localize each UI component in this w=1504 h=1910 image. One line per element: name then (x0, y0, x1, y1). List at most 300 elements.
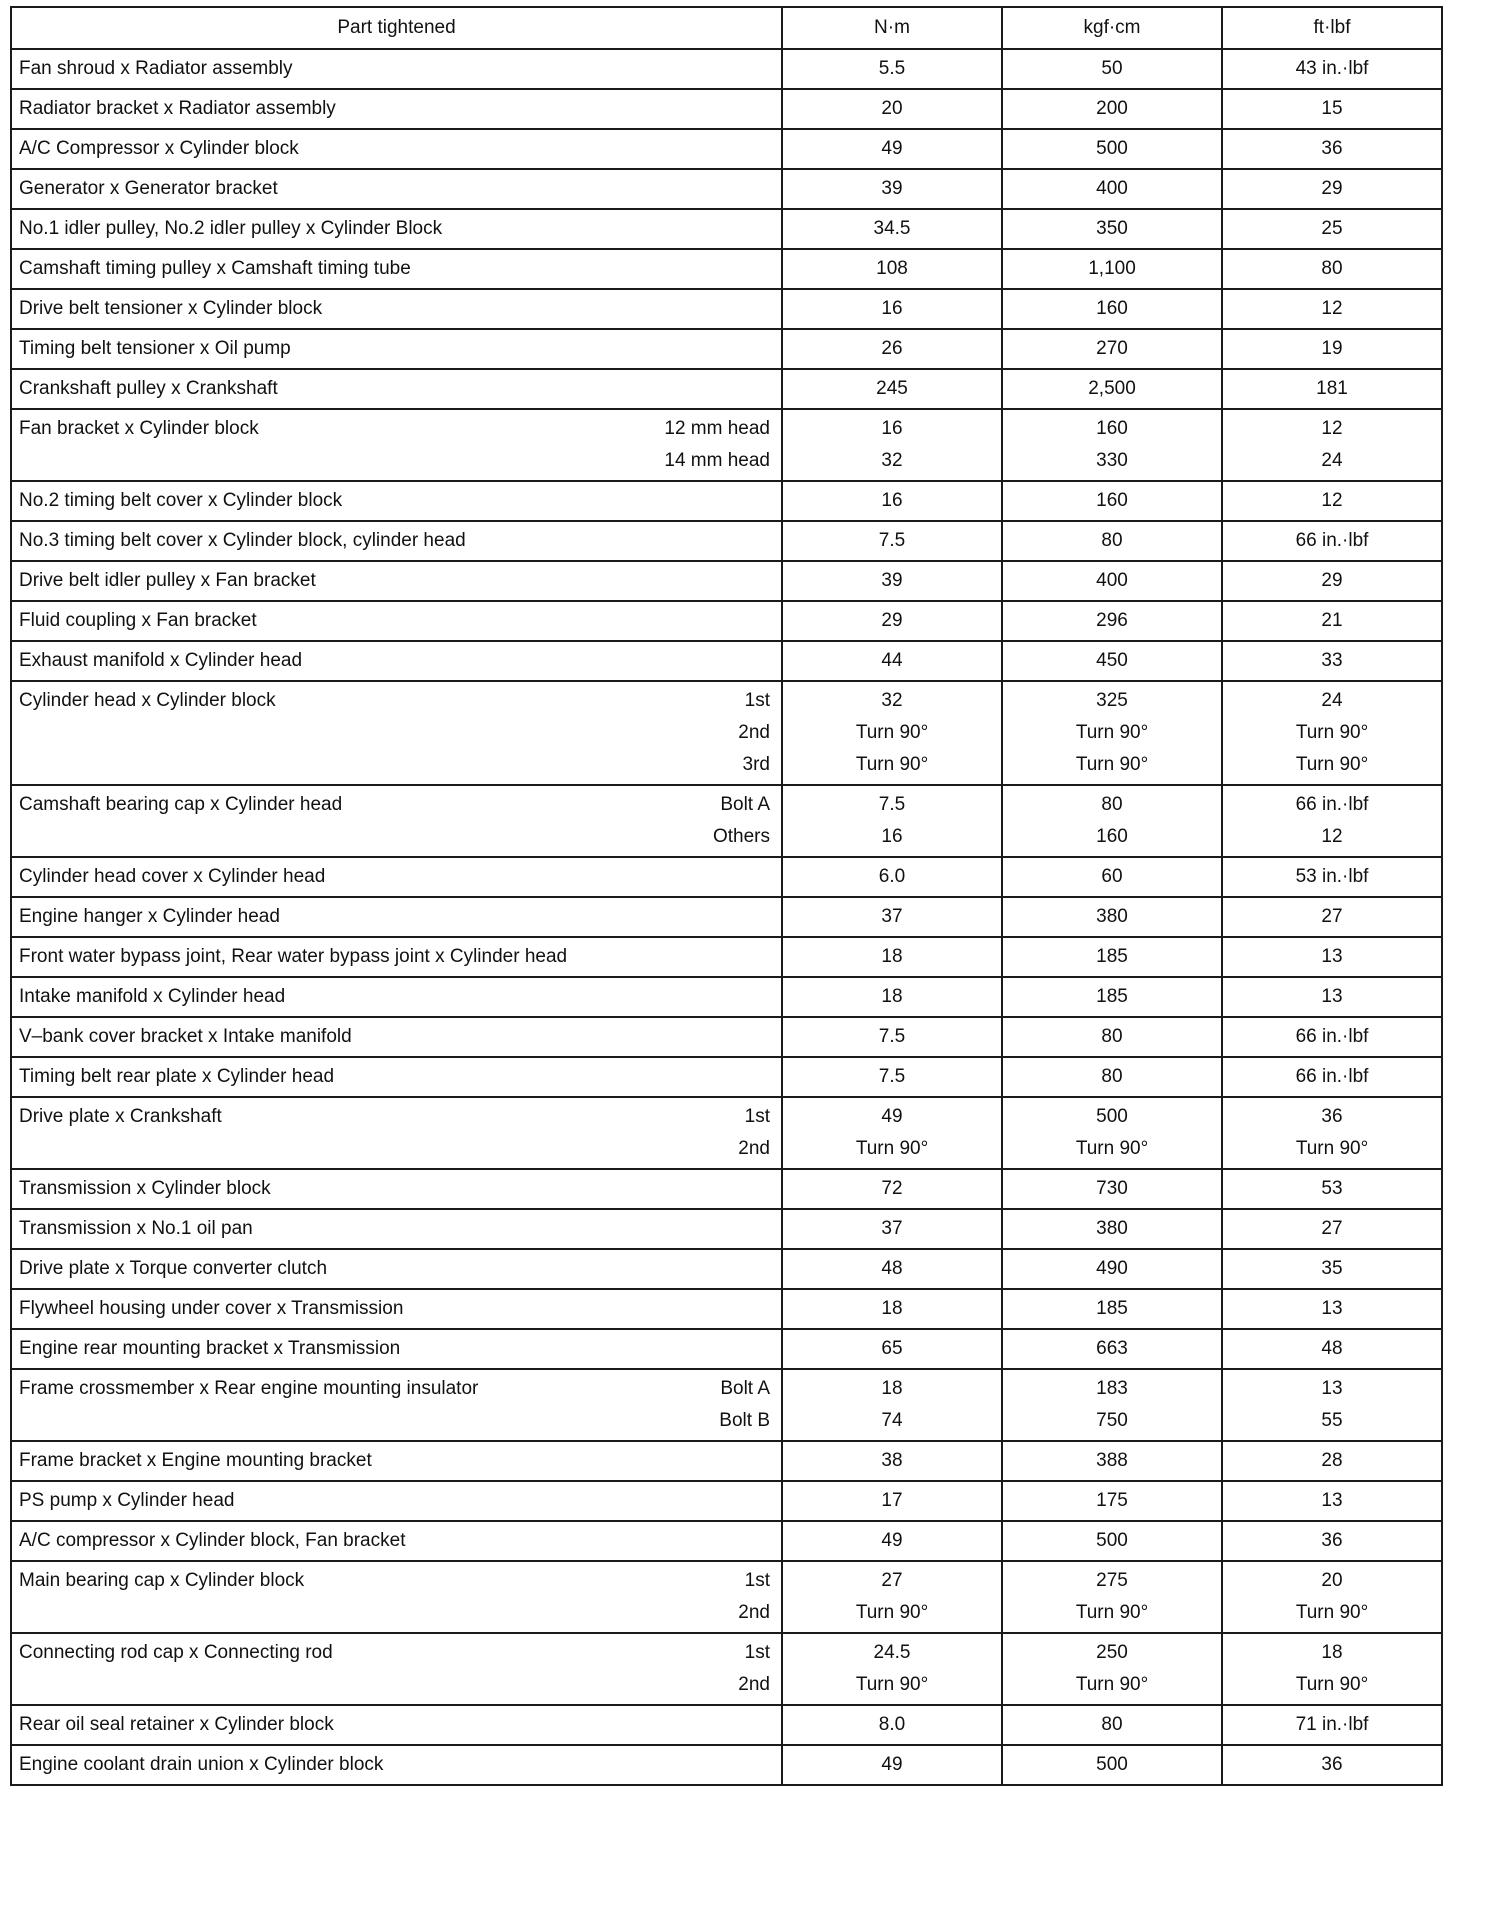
nm-value: Turn 90° (855, 1138, 929, 1159)
part-cell (11, 977, 782, 1017)
kgf-cm-value-cell (1002, 561, 1222, 601)
kgf-cm-value: 275 (1096, 1570, 1128, 1591)
header-kgf-cm: kgf·cm (1002, 7, 1222, 49)
kgf-cm-value: 175 (1096, 1490, 1128, 1511)
nm-value: 49 (881, 1530, 903, 1551)
part-name: Flywheel housing under cover x Transmission (19, 1298, 404, 1319)
part-cell (11, 289, 782, 329)
table-row (11, 129, 1442, 169)
header-part-tightened: Part tightened (11, 7, 782, 49)
ft-lbf-value: 27 (1321, 906, 1343, 927)
step-qualifier: 14 mm head (664, 450, 770, 471)
ft-lbf-value: 35 (1321, 1258, 1343, 1279)
nm-value: 49 (881, 1106, 903, 1127)
kgf-cm-value-cell (1002, 1057, 1222, 1097)
part-cell (11, 1705, 782, 1745)
part-cell (11, 1289, 782, 1329)
ft-lbf-value-cell (1222, 1017, 1442, 1057)
ft-lbf-value-cell (1222, 857, 1442, 897)
table-row (11, 1017, 1442, 1057)
ft-lbf-value-cell (1222, 937, 1442, 977)
kgf-cm-value: 296 (1096, 610, 1128, 631)
ft-lbf-value-cell (1222, 561, 1442, 601)
kgf-cm-value: 183 (1096, 1378, 1128, 1399)
kgf-cm-value: 325 (1096, 690, 1128, 711)
part-name: No.3 timing belt cover x Cylinder block, cylinder head (19, 530, 466, 551)
table-row (11, 481, 1442, 521)
kgf-cm-value: 160 (1096, 826, 1128, 847)
kgf-cm-value: 185 (1096, 946, 1128, 967)
nm-value-cell (782, 89, 1002, 129)
ft-lbf-value: 66 in.·lbf (1295, 1026, 1369, 1047)
ft-lbf-value: 20 (1321, 1570, 1343, 1591)
ft-lbf-value: Turn 90° (1295, 1674, 1369, 1695)
kgf-cm-value-cell (1002, 1169, 1222, 1209)
nm-value: 37 (881, 1218, 903, 1239)
part-cell (11, 601, 782, 641)
kgf-cm-value-cell (1002, 89, 1222, 129)
nm-value-cell (782, 289, 1002, 329)
part-name: Radiator bracket x Radiator assembly (19, 98, 336, 119)
nm-value-cell (782, 1057, 1002, 1097)
nm-value: 16 (881, 490, 903, 511)
ft-lbf-value: 12 (1321, 826, 1343, 847)
ft-lbf-value-cell (1222, 89, 1442, 129)
table-row (11, 1521, 1442, 1561)
table-row (11, 409, 1442, 481)
kgf-cm-value: 80 (1101, 1066, 1123, 1087)
kgf-cm-value-cell (1002, 1481, 1222, 1521)
ft-lbf-value: 66 in.·lbf (1295, 1066, 1369, 1087)
ft-lbf-value-cell (1222, 1057, 1442, 1097)
ft-lbf-value: 12 (1321, 298, 1343, 319)
part-cell (11, 1057, 782, 1097)
table-row (11, 1745, 1442, 1785)
ft-lbf-value-cell (1222, 1481, 1442, 1521)
part-cell (11, 1017, 782, 1057)
step-qualifier: 1st (744, 690, 770, 711)
table-row (11, 785, 1442, 857)
ft-lbf-value: 43 in.·lbf (1295, 58, 1369, 79)
nm-value: 27 (881, 1570, 903, 1591)
table-row (11, 1057, 1442, 1097)
table-row (11, 289, 1442, 329)
kgf-cm-value-cell (1002, 977, 1222, 1017)
nm-value: 8.0 (878, 1714, 906, 1735)
kgf-cm-value-cell (1002, 601, 1222, 641)
table-row (11, 641, 1442, 681)
part-cell (11, 1369, 782, 1441)
nm-value-cell (782, 1561, 1002, 1633)
ft-lbf-value-cell (1222, 1169, 1442, 1209)
nm-value-cell (782, 1521, 1002, 1561)
part-cell (11, 1209, 782, 1249)
kgf-cm-value: 2,500 (1088, 378, 1136, 399)
nm-value-cell (782, 409, 1002, 481)
ft-lbf-value-cell (1222, 1249, 1442, 1289)
nm-value-cell (782, 1017, 1002, 1057)
kgf-cm-value-cell (1002, 1369, 1222, 1441)
table-row (11, 601, 1442, 641)
nm-value: Turn 90° (855, 1602, 929, 1623)
ft-lbf-value-cell (1222, 481, 1442, 521)
part-name: Camshaft timing pulley x Camshaft timing tube (19, 258, 411, 279)
kgf-cm-value: 730 (1096, 1178, 1128, 1199)
nm-value: 32 (881, 450, 903, 471)
ft-lbf-value: 25 (1321, 218, 1343, 239)
part-name: Drive plate x Torque converter clutch (19, 1258, 328, 1279)
nm-value-cell (782, 641, 1002, 681)
header-ft-lbf: ft·lbf (1222, 7, 1442, 49)
step-qualifier: 2nd (738, 1602, 770, 1623)
nm-value-cell (782, 209, 1002, 249)
table-row (11, 1329, 1442, 1369)
part-name: Fan shroud x Radiator assembly (19, 58, 293, 79)
part-name: PS pump x Cylinder head (19, 1490, 235, 1511)
ft-lbf-value-cell (1222, 641, 1442, 681)
kgf-cm-value-cell (1002, 641, 1222, 681)
table-row (11, 1561, 1442, 1633)
header-newton-meter: N·m (782, 7, 1002, 49)
part-cell (11, 1521, 782, 1561)
nm-value: 65 (881, 1338, 903, 1359)
step-qualifiers (713, 789, 770, 853)
part-name: A/C compressor x Cylinder block, Fan bracket (19, 1530, 406, 1551)
nm-value-cell (782, 1329, 1002, 1369)
part-cell (11, 1745, 782, 1785)
ft-lbf-value: 13 (1321, 986, 1343, 1007)
ft-lbf-value-cell (1222, 289, 1442, 329)
part-name: Connecting rod cap x Connecting rod (19, 1642, 333, 1663)
table-row (11, 209, 1442, 249)
kgf-cm-value: 200 (1096, 98, 1128, 119)
table-row (11, 169, 1442, 209)
ft-lbf-value: 28 (1321, 1450, 1343, 1471)
nm-value: 6.0 (878, 866, 906, 887)
part-name: Frame bracket x Engine mounting bracket (19, 1450, 372, 1471)
ft-lbf-value: 13 (1321, 1298, 1343, 1319)
kgf-cm-value-cell (1002, 209, 1222, 249)
table-row (11, 977, 1442, 1017)
nm-value-cell (782, 977, 1002, 1017)
kgf-cm-value: 400 (1096, 570, 1128, 591)
part-name: Engine coolant drain union x Cylinder block (19, 1754, 384, 1775)
kgf-cm-value-cell (1002, 1289, 1222, 1329)
nm-value-cell (782, 1289, 1002, 1329)
ft-lbf-value-cell (1222, 1209, 1442, 1249)
kgf-cm-value-cell (1002, 1249, 1222, 1289)
nm-value: 108 (876, 258, 908, 279)
part-cell (11, 937, 782, 977)
kgf-cm-value: Turn 90° (1075, 1602, 1149, 1623)
step-qualifier: 1st (744, 1570, 770, 1591)
part-name: A/C Compressor x Cylinder block (19, 138, 299, 159)
kgf-cm-value-cell (1002, 897, 1222, 937)
nm-value-cell (782, 249, 1002, 289)
kgf-cm-value-cell (1002, 1329, 1222, 1369)
ft-lbf-value-cell (1222, 369, 1442, 409)
kgf-cm-value: 380 (1096, 1218, 1128, 1239)
ft-lbf-value-cell (1222, 249, 1442, 289)
part-name: Cylinder head x Cylinder block (19, 690, 276, 711)
ft-lbf-value: 71 in.·lbf (1295, 1714, 1369, 1735)
part-cell (11, 49, 782, 89)
ft-lbf-value-cell (1222, 1329, 1442, 1369)
nm-value: 29 (881, 610, 903, 631)
ft-lbf-value-cell (1222, 129, 1442, 169)
ft-lbf-value: 13 (1321, 1378, 1343, 1399)
ft-lbf-value: Turn 90° (1295, 754, 1369, 775)
nm-value: 7.5 (878, 1026, 906, 1047)
part-cell (11, 1561, 782, 1633)
nm-value: Turn 90° (855, 722, 929, 743)
nm-value: 37 (881, 906, 903, 927)
part-name: Crankshaft pulley x Crankshaft (19, 378, 278, 399)
table-row (11, 249, 1442, 289)
nm-value: 48 (881, 1258, 903, 1279)
table-row (11, 521, 1442, 561)
part-cell (11, 1097, 782, 1169)
table-row (11, 561, 1442, 601)
kgf-cm-value-cell (1002, 937, 1222, 977)
step-qualifier: 2nd (738, 1674, 770, 1695)
step-qualifiers (738, 1565, 770, 1629)
nm-value: 18 (881, 986, 903, 1007)
part-name: V–bank cover bracket x Intake manifold (19, 1026, 352, 1047)
nm-value-cell (782, 329, 1002, 369)
nm-value: 74 (881, 1410, 903, 1431)
part-name: Rear oil seal retainer x Cylinder block (19, 1714, 334, 1735)
ft-lbf-value-cell (1222, 49, 1442, 89)
part-cell (11, 785, 782, 857)
step-qualifiers (738, 1101, 770, 1165)
ft-lbf-value: Turn 90° (1295, 722, 1369, 743)
kgf-cm-value: 750 (1096, 1410, 1128, 1431)
kgf-cm-value: 50 (1101, 58, 1123, 79)
nm-value: 24.5 (873, 1642, 911, 1663)
step-qualifier: Bolt A (720, 794, 770, 815)
kgf-cm-value-cell (1002, 681, 1222, 785)
nm-value: 16 (881, 826, 903, 847)
kgf-cm-value: 500 (1096, 1106, 1128, 1127)
step-qualifier: 2nd (738, 1138, 770, 1159)
nm-value: 245 (876, 378, 908, 399)
table-row (11, 1369, 1442, 1441)
kgf-cm-value: 250 (1096, 1642, 1128, 1663)
ft-lbf-value: Turn 90° (1295, 1602, 1369, 1623)
kgf-cm-value-cell (1002, 521, 1222, 561)
ft-lbf-value: 13 (1321, 1490, 1343, 1511)
kgf-cm-value-cell (1002, 129, 1222, 169)
part-name: Fluid coupling x Fan bracket (19, 610, 257, 631)
nm-value-cell (782, 601, 1002, 641)
torque-spec-table (10, 6, 1443, 1786)
ft-lbf-value-cell (1222, 1441, 1442, 1481)
ft-lbf-value: 80 (1321, 258, 1343, 279)
part-cell (11, 329, 782, 369)
nm-value: 34.5 (873, 218, 911, 239)
table-row (11, 329, 1442, 369)
nm-value: 39 (881, 570, 903, 591)
kgf-cm-value-cell (1002, 1705, 1222, 1745)
kgf-cm-value: 400 (1096, 178, 1128, 199)
nm-value-cell (782, 1745, 1002, 1785)
kgf-cm-value: Turn 90° (1075, 1138, 1149, 1159)
part-cell (11, 1481, 782, 1521)
step-qualifier: Others (712, 826, 770, 847)
nm-value-cell (782, 857, 1002, 897)
ft-lbf-value: 19 (1321, 338, 1343, 359)
kgf-cm-value: 160 (1096, 418, 1128, 439)
nm-value-cell (782, 369, 1002, 409)
step-qualifier: 3rd (742, 754, 770, 775)
nm-value-cell (782, 129, 1002, 169)
nm-value: 18 (881, 1378, 903, 1399)
step-qualifier: 2nd (738, 722, 770, 743)
nm-value: 49 (881, 1754, 903, 1775)
nm-value: 39 (881, 178, 903, 199)
kgf-cm-value: 270 (1096, 338, 1128, 359)
ft-lbf-value: 12 (1321, 418, 1343, 439)
ft-lbf-value-cell (1222, 1561, 1442, 1633)
nm-value-cell (782, 937, 1002, 977)
nm-value-cell (782, 1209, 1002, 1249)
part-name: Generator x Generator bracket (19, 178, 278, 199)
nm-value-cell (782, 1705, 1002, 1745)
nm-value-cell (782, 1633, 1002, 1705)
ft-lbf-value: 24 (1321, 690, 1343, 711)
table-row (11, 1169, 1442, 1209)
ft-lbf-value-cell (1222, 1633, 1442, 1705)
kgf-cm-value: 80 (1101, 1026, 1123, 1047)
kgf-cm-value: 60 (1101, 866, 1123, 887)
kgf-cm-value: 450 (1096, 650, 1128, 671)
nm-value: 7.5 (878, 794, 906, 815)
nm-value-cell (782, 49, 1002, 89)
kgf-cm-value-cell (1002, 785, 1222, 857)
step-qualifier: 12 mm head (664, 418, 770, 439)
ft-lbf-value: 36 (1321, 138, 1343, 159)
table-row (11, 1705, 1442, 1745)
ft-lbf-value-cell (1222, 1521, 1442, 1561)
table-row (11, 1481, 1442, 1521)
ft-lbf-value-cell (1222, 681, 1442, 785)
nm-value: 7.5 (878, 1066, 906, 1087)
kgf-cm-value: Turn 90° (1075, 722, 1149, 743)
ft-lbf-value-cell (1222, 1745, 1442, 1785)
ft-lbf-value: 48 (1321, 1338, 1343, 1359)
part-name: No.2 timing belt cover x Cylinder block (19, 490, 343, 511)
nm-value: 26 (881, 338, 903, 359)
ft-lbf-value-cell (1222, 601, 1442, 641)
ft-lbf-value: 29 (1321, 178, 1343, 199)
ft-lbf-value: 15 (1321, 98, 1343, 119)
part-name: Exhaust manifold x Cylinder head (19, 650, 303, 671)
part-name: Camshaft bearing cap x Cylinder head (19, 794, 343, 815)
nm-value: 38 (881, 1450, 903, 1471)
kgf-cm-value: 185 (1096, 986, 1128, 1007)
part-cell (11, 521, 782, 561)
nm-value: 18 (881, 1298, 903, 1319)
kgf-cm-value: 80 (1101, 1714, 1123, 1735)
header-row (11, 7, 1442, 49)
part-cell (11, 481, 782, 521)
kgf-cm-value: 500 (1096, 1530, 1128, 1551)
ft-lbf-value: 55 (1321, 1410, 1343, 1431)
ft-lbf-value: 36 (1321, 1106, 1343, 1127)
kgf-cm-value: 330 (1096, 450, 1128, 471)
kgf-cm-value: Turn 90° (1075, 754, 1149, 775)
nm-value-cell (782, 1249, 1002, 1289)
kgf-cm-value-cell (1002, 1017, 1222, 1057)
nm-value: 17 (881, 1490, 903, 1511)
table-row (11, 89, 1442, 129)
ft-lbf-value-cell (1222, 1369, 1442, 1441)
part-name: Drive plate x Crankshaft (19, 1106, 222, 1127)
part-cell (11, 561, 782, 601)
step-qualifiers (738, 1637, 770, 1701)
kgf-cm-value-cell (1002, 369, 1222, 409)
part-name: Timing belt tensioner x Oil pump (19, 338, 291, 359)
kgf-cm-value-cell (1002, 1745, 1222, 1785)
nm-value: 20 (881, 98, 903, 119)
part-cell (11, 1329, 782, 1369)
nm-value: 5.5 (878, 58, 906, 79)
nm-value-cell (782, 1369, 1002, 1441)
kgf-cm-value-cell (1002, 1521, 1222, 1561)
step-qualifier: 1st (744, 1106, 770, 1127)
kgf-cm-value-cell (1002, 1209, 1222, 1249)
part-cell (11, 209, 782, 249)
ft-lbf-value-cell (1222, 409, 1442, 481)
part-name: Transmission x No.1 oil pan (19, 1218, 253, 1239)
kgf-cm-value: 490 (1096, 1258, 1128, 1279)
table-row (11, 937, 1442, 977)
table-row (11, 681, 1442, 785)
ft-lbf-value: 36 (1321, 1530, 1343, 1551)
kgf-cm-value: 160 (1096, 298, 1128, 319)
ft-lbf-value: 27 (1321, 1218, 1343, 1239)
kgf-cm-value: 500 (1096, 1754, 1128, 1775)
step-qualifiers (719, 1373, 770, 1437)
kgf-cm-value-cell (1002, 49, 1222, 89)
part-cell (11, 1249, 782, 1289)
part-name: Cylinder head cover x Cylinder head (19, 866, 326, 887)
ft-lbf-value-cell (1222, 977, 1442, 1017)
ft-lbf-value-cell (1222, 329, 1442, 369)
table-row (11, 857, 1442, 897)
part-cell (11, 369, 782, 409)
table-row (11, 897, 1442, 937)
nm-value-cell (782, 1097, 1002, 1169)
part-cell (11, 1633, 782, 1705)
ft-lbf-value: 13 (1321, 946, 1343, 967)
table-row (11, 1209, 1442, 1249)
table-row (11, 49, 1442, 89)
kgf-cm-value: 350 (1096, 218, 1128, 239)
step-qualifier: Bolt B (719, 1410, 770, 1431)
nm-value: 16 (881, 298, 903, 319)
kgf-cm-value-cell (1002, 329, 1222, 369)
ft-lbf-value: 53 (1321, 1178, 1343, 1199)
ft-lbf-value: Turn 90° (1295, 1138, 1369, 1159)
part-name: Engine hanger x Cylinder head (19, 906, 280, 927)
part-name: Main bearing cap x Cylinder block (19, 1570, 305, 1591)
table-body (11, 49, 1442, 1785)
ft-lbf-value-cell (1222, 1289, 1442, 1329)
nm-value: 44 (881, 650, 903, 671)
kgf-cm-value-cell (1002, 1633, 1222, 1705)
